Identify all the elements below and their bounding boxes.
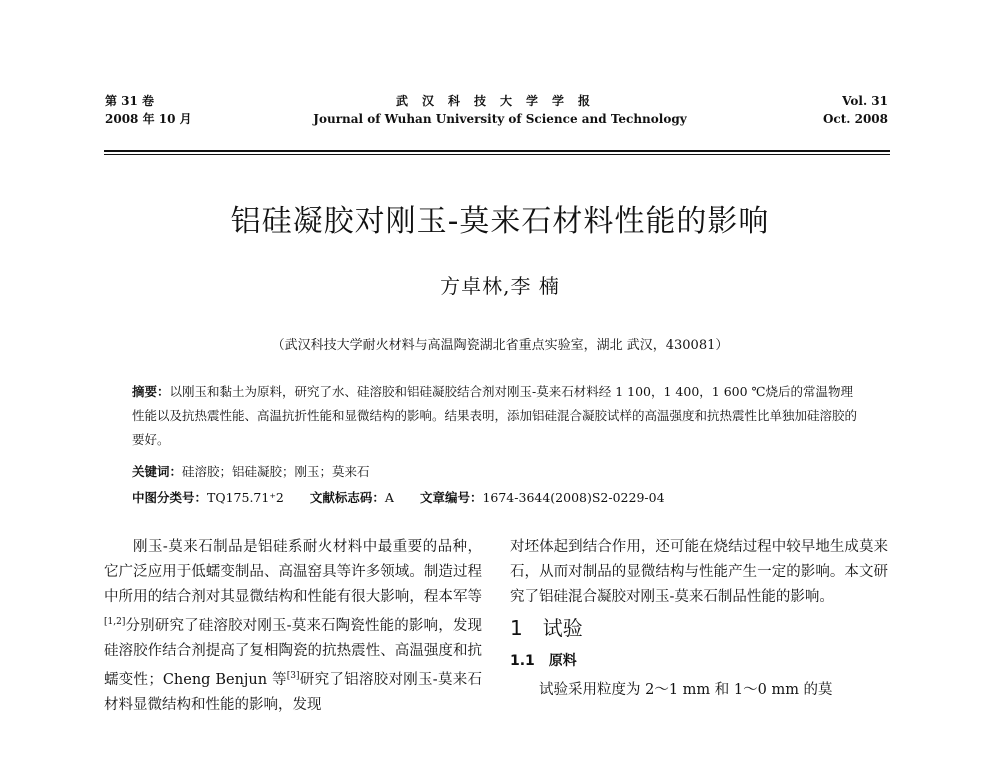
header-rule <box>104 150 890 152</box>
abstract-label: 摘要： <box>132 384 170 399</box>
subsection-number: 1.1 <box>510 653 535 669</box>
article-no-value: 1674-3644(2008)S2-0229-04 <box>482 490 665 505</box>
materials-paragraph: 试验采用粒度为 2～1 mm 和 1～0 mm 的莫 <box>539 682 833 698</box>
classification-line <box>132 486 862 510</box>
date-cn: 2008 年 10 月 <box>105 112 192 126</box>
journal-name-cn: 武汉科技大学学报 <box>395 94 604 108</box>
journal-issue-block <box>823 92 888 128</box>
date-en: Oct. 2008 <box>822 112 888 126</box>
section-heading <box>510 616 888 641</box>
abstract-text: 以刚玉和黏土为原料，研究了水、硅溶胶和铝硅凝胶结合剂对刚玉-莫来石材料经 1 100，1 400，1 600 ℃烧后的常温物理性能以及抗热震性能、高温抗折性能和显微结构的影响。结果表明，添加铝硅混合凝胶试样的高温强度和抗热震性比单独加硅溶胶的要好。 <box>132 384 858 447</box>
intro-continuation: 对坯体起到结合作用，还可能在烧结过程中较早地生成莫来石，从而对制品的显微结构与性能产生一定的影响。本文研究了铝硅混合凝胶对刚玉-莫来石制品性能的影响。 <box>510 539 888 605</box>
subsection-title: 原料 <box>548 653 577 669</box>
citation-1-2: [1,2] <box>104 617 126 627</box>
intro-text-1: 刚玉-莫来石制品是铝硅系耐火材料中最重要的品种，它广泛应用于低蠕变制品、高温窑具等许多领域。制造过程中所用的结合剂对其显微结构和性能有很大影响，程本军等 <box>104 539 482 605</box>
article-no-label: 文章编号： <box>419 490 483 505</box>
body-column-right <box>510 535 888 703</box>
intro-text-2: 分别研究了硅溶胶对刚玉-莫来石陶瓷性能的影响，发现硅溶胶作结合剂提高了复相陶瓷的抗热震性、高温强度和抗蠕变性；Cheng Benjun 等 <box>104 617 482 688</box>
abstract <box>132 380 862 452</box>
header-rule-thin <box>104 154 890 155</box>
intro-text-3: 研究了铝溶胶对刚玉-莫来石材料显微结构和性能的影响，发现 <box>104 671 482 713</box>
clc-label: 中图分类号： <box>132 490 208 505</box>
citation-3: [3] <box>286 670 300 681</box>
body-column-left <box>104 535 482 718</box>
doc-code-label: 文献标志码： <box>309 490 385 505</box>
volume-cn: 第 31 卷 <box>105 94 155 108</box>
affiliation: （武汉科技大学耐火材料与高温陶瓷湖北省重点实验室，湖北 武汉，430081） <box>271 338 729 353</box>
section-title: 试验 <box>542 616 583 640</box>
keywords-label: 关键词： <box>132 464 183 479</box>
authors: 方卓林,李 楠 <box>440 274 560 298</box>
subsection-heading <box>510 649 888 674</box>
keywords-text: 硅溶胶；铝硅凝胶；刚玉；莫来石 <box>182 464 370 479</box>
doc-code-value: A <box>384 490 394 505</box>
journal-name-en: Journal of Wuhan University of Science and Technology <box>313 112 687 126</box>
section-number: 1 <box>510 616 523 640</box>
clc-value: TQ175.71⁺2 <box>207 490 284 505</box>
paper-title: 铝硅凝胶对刚玉-莫来石材料性能的影响 <box>230 204 770 239</box>
keywords <box>132 460 862 484</box>
volume-en: Vol. 31 <box>842 94 888 108</box>
intro-paragraph <box>104 535 482 718</box>
